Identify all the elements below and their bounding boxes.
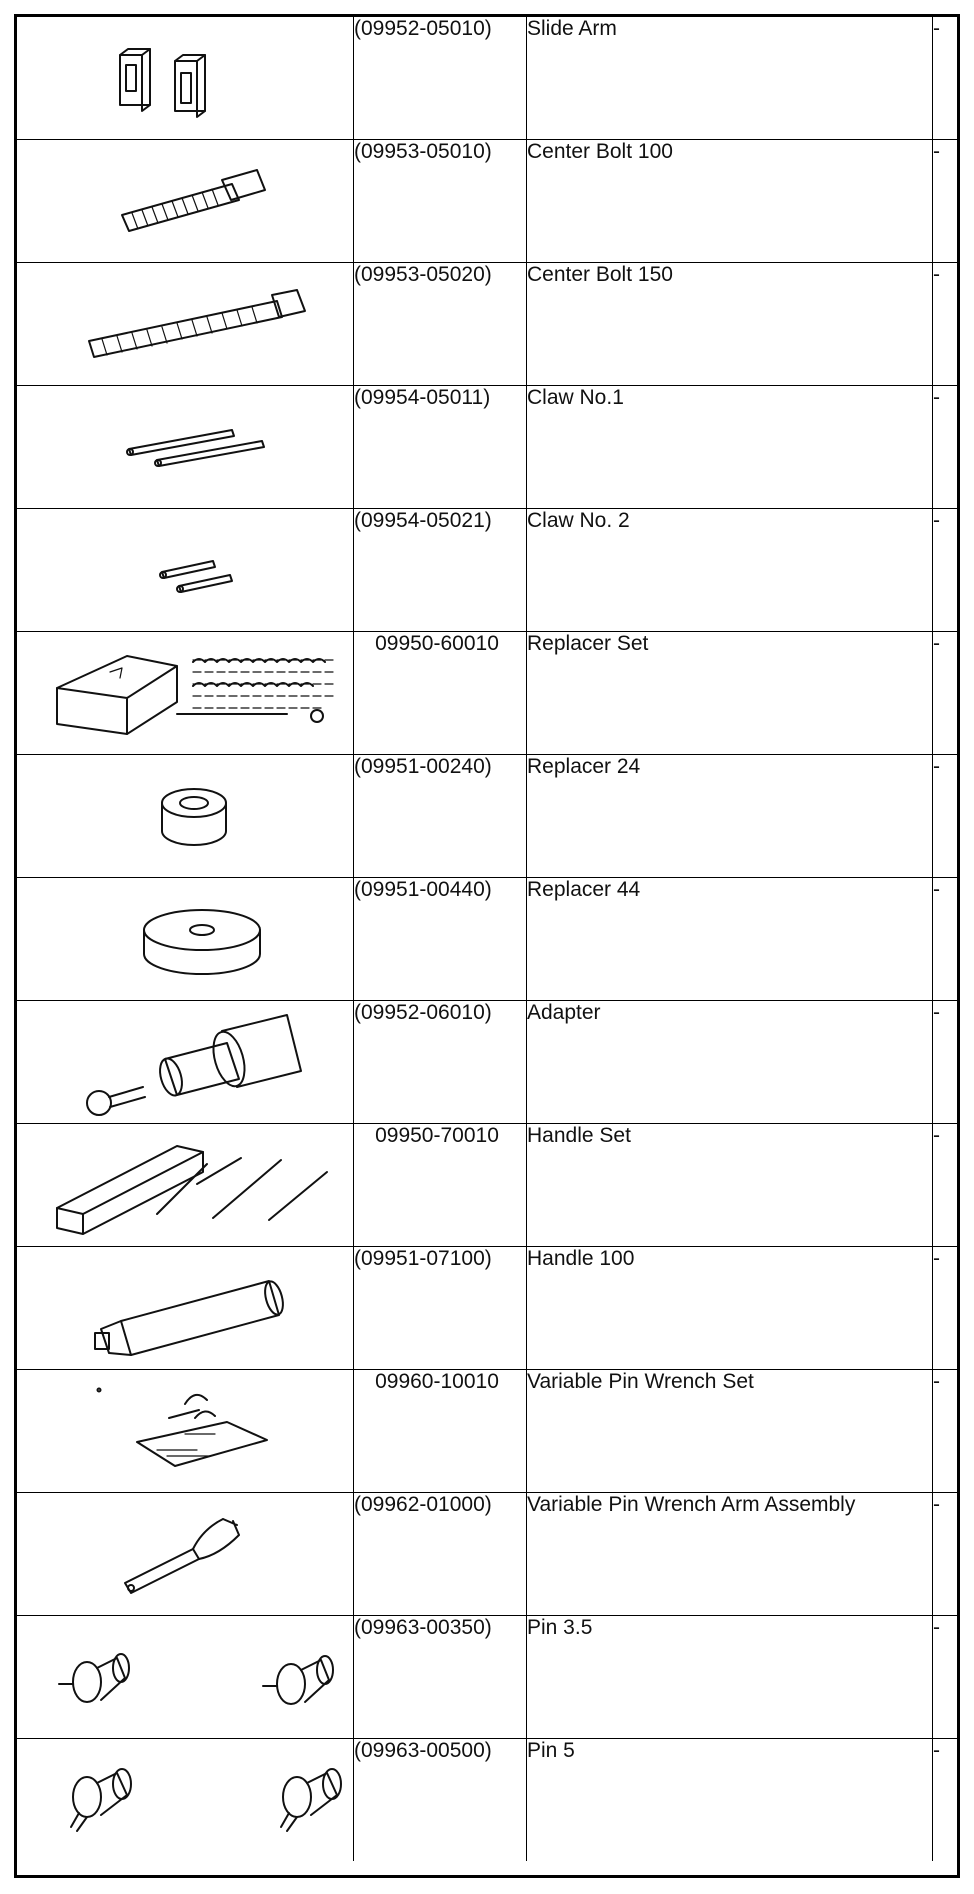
extra-cell: -	[933, 878, 961, 1001]
replacer-set-icon	[17, 632, 353, 754]
table-row	[17, 1370, 960, 1493]
extra-cell: -	[933, 1493, 961, 1616]
tool-name-cell: Slide Arm	[527, 17, 933, 140]
tool-name-cell: Pin 3.5	[527, 1616, 933, 1739]
extra-cell: -	[933, 1247, 961, 1370]
pin-5-icon	[17, 1739, 353, 1861]
table-row	[17, 1124, 960, 1247]
extra-cell: -	[933, 386, 961, 509]
pin-3-5-icon	[17, 1616, 353, 1738]
extra-cell: -	[933, 1001, 961, 1124]
part-number-cell: 09950-60010	[375, 632, 499, 655]
center-bolt-150-icon	[17, 263, 353, 385]
tool-name-cell: Adapter	[527, 1001, 933, 1124]
part-number-cell: (09951-00240)	[354, 755, 527, 878]
part-number-cell: (09953-05020)	[354, 263, 527, 386]
claw-no2-icon	[17, 509, 353, 631]
tool-name-cell: Pin 5	[527, 1739, 933, 1862]
tool-name-cell: Center Bolt 150	[527, 263, 933, 386]
part-number-cell: (09954-05011)	[354, 386, 527, 509]
claw-no1-icon	[17, 386, 353, 508]
part-number-cell: 09960-10010	[375, 1370, 499, 1393]
tool-name-cell: Handle 100	[527, 1247, 933, 1370]
part-number-cell: (09963-00500)	[354, 1739, 527, 1862]
tool-name-cell: Claw No. 2	[527, 509, 933, 632]
extra-cell: -	[933, 632, 961, 755]
part-number-cell: (09962-01000)	[354, 1493, 527, 1616]
table-row	[17, 263, 960, 386]
extra-cell: -	[933, 1124, 961, 1247]
tool-name-cell: Replacer Set	[527, 632, 933, 755]
table-row	[17, 878, 960, 1001]
extra-cell: -	[933, 140, 961, 263]
extra-cell: -	[933, 1616, 961, 1739]
slide-arm-icon	[17, 17, 353, 139]
tool-name-cell: Replacer 24	[527, 755, 933, 878]
tool-table	[17, 17, 960, 1861]
pin-wrench-set-icon	[17, 1370, 353, 1492]
tool-name-cell: Claw No.1	[527, 386, 933, 509]
table-row	[17, 755, 960, 878]
table-row	[17, 17, 960, 140]
table-row	[17, 1001, 960, 1124]
part-number-cell: (09952-06010)	[354, 1001, 527, 1124]
extra-cell: -	[933, 509, 961, 632]
part-number-cell: 09950-70010	[375, 1124, 499, 1147]
table-row	[17, 632, 960, 755]
part-number-cell: (09953-05010)	[354, 140, 527, 263]
handle-100-icon	[17, 1247, 353, 1369]
table-row	[17, 1493, 960, 1616]
tool-name-cell: Variable Pin Wrench Arm Assembly	[527, 1493, 933, 1616]
center-bolt-100-icon	[17, 140, 353, 262]
table-row	[17, 1247, 960, 1370]
part-number-cell: (09951-00440)	[354, 878, 527, 1001]
table-row	[17, 1739, 960, 1862]
table-row	[17, 509, 960, 632]
tool-list-sheet	[14, 14, 960, 1878]
part-number-cell: (09963-00350)	[354, 1616, 527, 1739]
handle-set-icon	[17, 1124, 353, 1246]
extra-cell: -	[933, 755, 961, 878]
tool-name-cell: Replacer 44	[527, 878, 933, 1001]
part-number-cell: (09951-07100)	[354, 1247, 527, 1370]
pin-wrench-arm-icon	[17, 1493, 353, 1615]
extra-cell: -	[933, 1370, 961, 1493]
part-number-cell: (09954-05021)	[354, 509, 527, 632]
table-row	[17, 386, 960, 509]
extra-cell: -	[933, 17, 961, 140]
replacer-24-icon	[17, 755, 353, 877]
part-number-cell: (09952-05010)	[354, 17, 527, 140]
table-row	[17, 1616, 960, 1739]
adapter-icon	[17, 1001, 353, 1123]
table-row	[17, 140, 960, 263]
tool-name-cell: Handle Set	[527, 1124, 933, 1247]
extra-cell: -	[933, 263, 961, 386]
tool-name-cell: Variable Pin Wrench Set	[527, 1370, 933, 1493]
tool-name-cell: Center Bolt 100	[527, 140, 933, 263]
extra-cell: -	[933, 1739, 961, 1862]
replacer-44-icon	[17, 878, 353, 1000]
